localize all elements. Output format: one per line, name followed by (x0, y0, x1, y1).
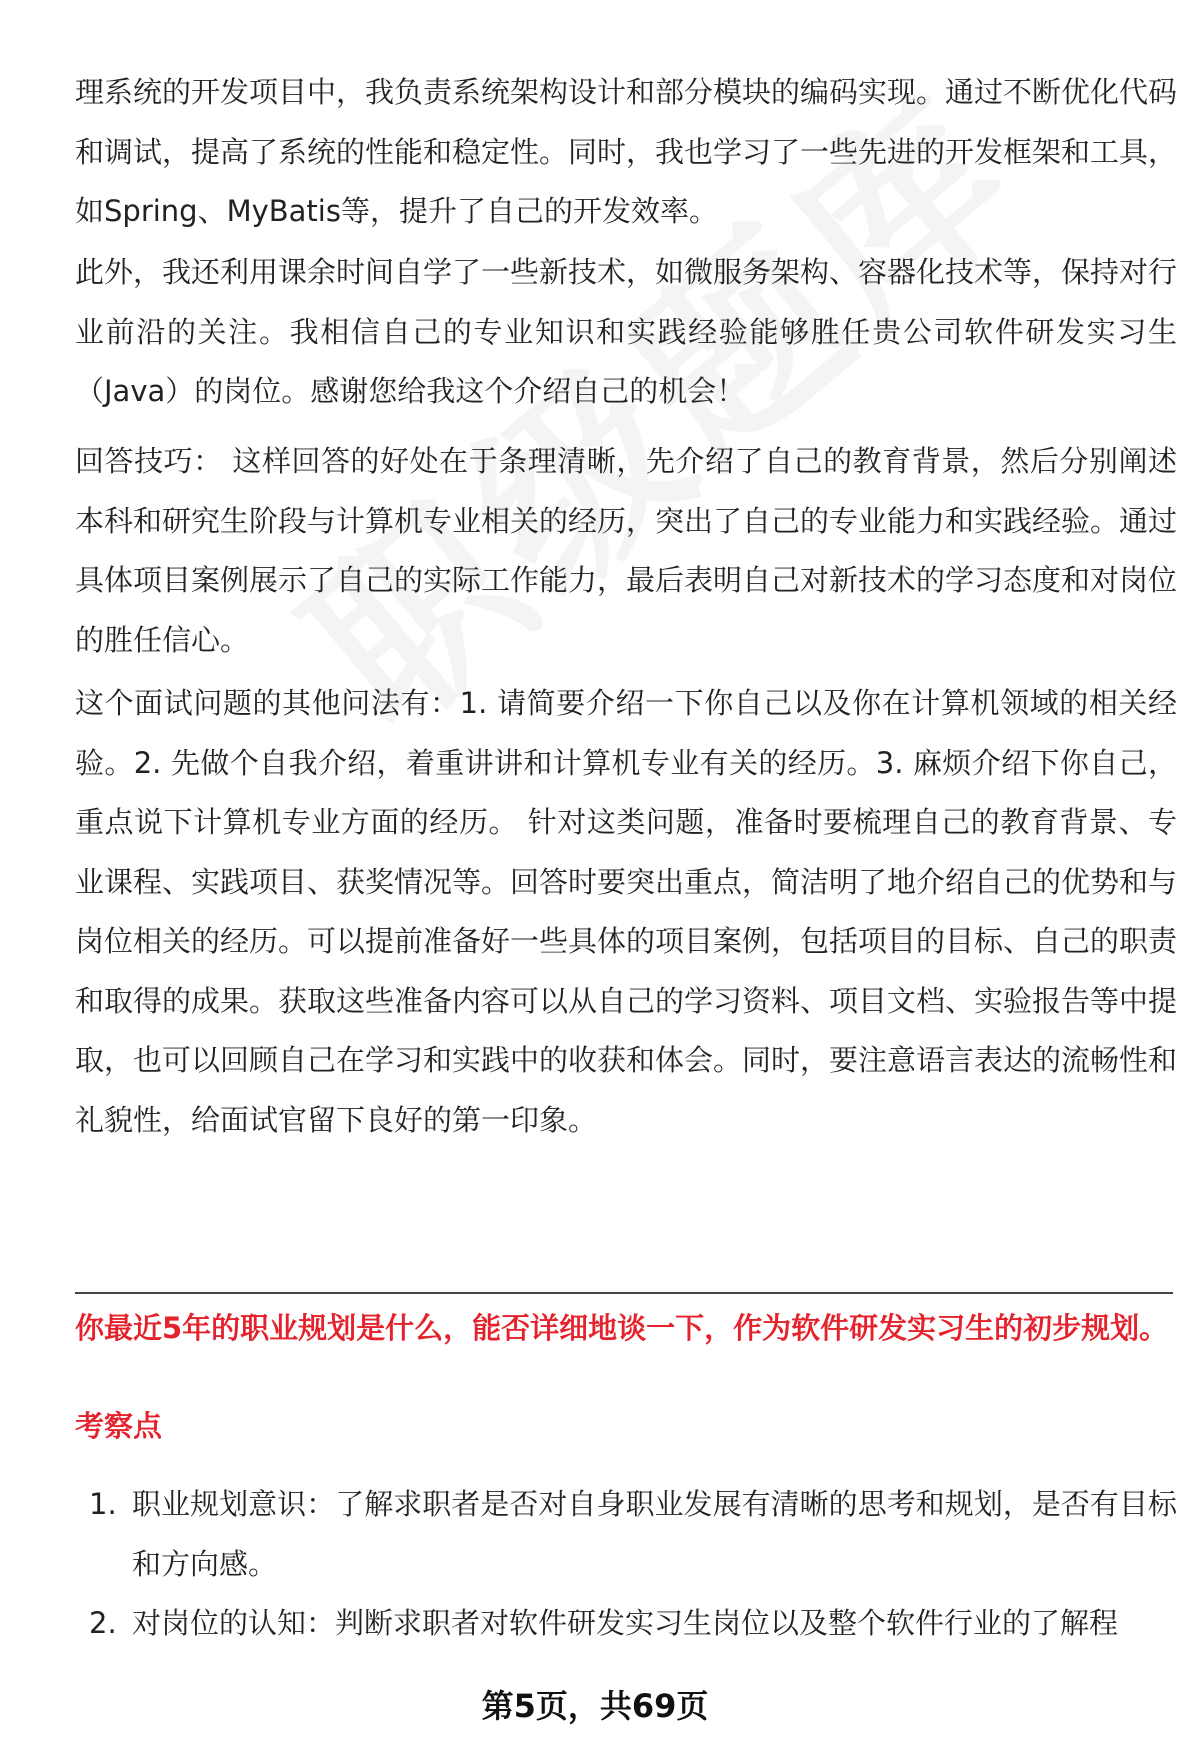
section-title: 考察点 (75, 1409, 163, 1443)
paragraph-alternative-questions: 这个面试问题的其他问法有：1. 请简要介绍一下你自己以及你在计算机领域的相关经验。2. 先做个自我介绍，着重讲讲和计算机专业有关的经历。3. 麻烦介绍下你自己，重点说下计算机专业方面的经历。 针对这类问题，准备时要梳理自己的教育背景、专业课程、实践项目、获奖情况等。回答时要突出重点，简洁明了地介绍自己的优势和与岗位相关的经历。可以提前准备好一些具体的项目案例，包括项目的目标、自己的职责和取得的成果。获取这些准备内容可以从自己的学习资料、项目文档、实验报告等中提取，也可以回顾自己在学习和实践中的收获和体会。同时，要注意语言表达的流畅性和礼貌性，给面试官留下良好的第一印象。 (75, 686, 1178, 1137)
paragraph-self-study: 此外，我还利用课余时间自学了一些新技术，如微服务架构、容器化技术等，保持对行业前沿的关注。我相信自己的专业知识和实践经验能够胜任贵公司软件研发实习生（Java）的岗位。感谢您给我这个介绍自己的机会！ (75, 255, 1178, 408)
section-divider (75, 1292, 1173, 1294)
paragraph-answer-tips: 回答技巧： 这样回答的好处在于条理清晰，先介绍了自己的教育背景，然后分别阐述本科和研究生阶段与计算机专业相关的经历，突出了自己的专业能力和实践经验。通过具体项目案例展示了自己的实际工作能力，最后表明自己对新技术的学习态度和对岗位的胜任信心。 (75, 444, 1178, 657)
question-heading: 你最近5年的职业规划是什么，能否详细地谈一下，作为软件研发实习生的初步规划。 (75, 1311, 1169, 1345)
assessment-points-list (75, 1475, 1177, 1654)
list-item-text: 对岗位的认知：判断求职者对软件研发实习生岗位以及整个软件行业的了解程 (132, 1606, 1119, 1640)
page-number-footer: 第5页，共69页 (481, 1687, 709, 1725)
list-item-number: 2. (89, 1606, 117, 1640)
list-item (75, 1475, 1177, 1594)
list-item-number: 1. (89, 1487, 117, 1521)
list-item (75, 1594, 1177, 1654)
paragraph-project-experience: 理系统的开发项目中，我负责系统架构设计和部分模块的编码实现。通过不断优化代码和调试，提高了系统的性能和稳定性。同时，我也学习了一些先进的开发框架和工具，如Spring、MyBatis等，提升了自己的开发效率。 (75, 75, 1178, 228)
list-item-text: 职业规划意识：了解求职者是否对自身职业发展有清晰的思考和规划，是否有目标和方向感。 (132, 1487, 1177, 1581)
